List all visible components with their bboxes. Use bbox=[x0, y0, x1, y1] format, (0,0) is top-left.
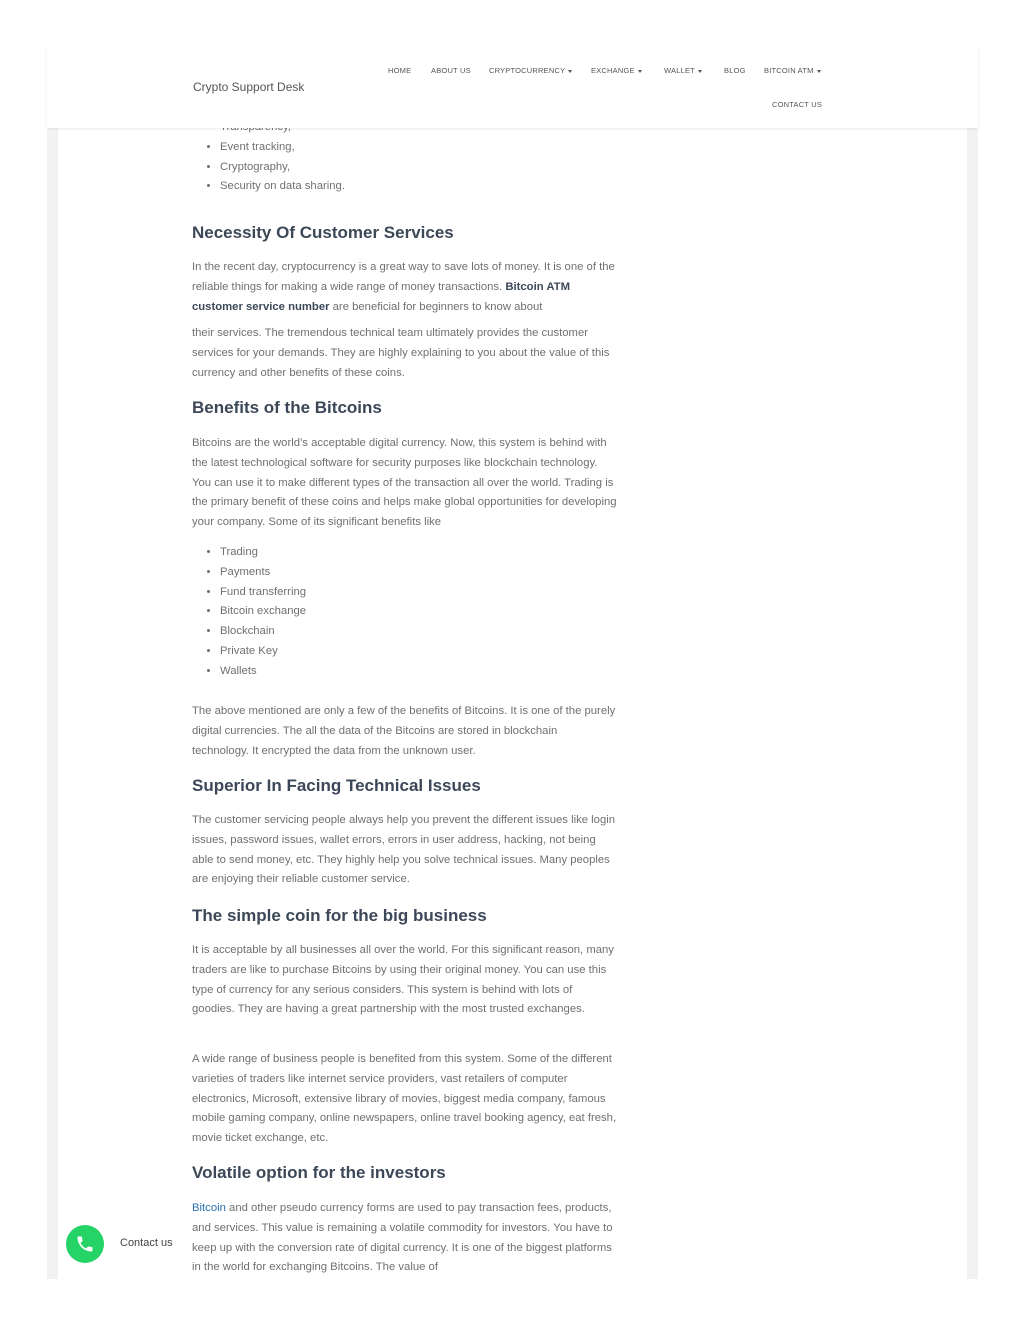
paragraph: Bitcoins are the world’s acceptable digital currency. Now, this system is behind with the latest technological software for security purposes like blockchain technology. You can use it to make different types of the transaction all over the world. Trading is the primary benefit of these coins and helps make global opportunities for developing your company. Some of its significant benefits like bbox=[192, 437, 617, 529]
list-item: • Payments bbox=[220, 563, 645, 583]
section-heading: Benefits of the Bitcoins bbox=[192, 398, 382, 417]
section-heading: Superior In Facing Technical Issues bbox=[192, 776, 481, 795]
site-brand[interactable]: Crypto Support Desk bbox=[193, 80, 305, 94]
chevron-down-icon bbox=[568, 70, 572, 73]
section-heading: The simple coin for the big business bbox=[192, 906, 487, 925]
benefits-list bbox=[192, 543, 645, 682]
bitcoin-link[interactable]: Bitcoin bbox=[192, 1202, 226, 1214]
main-nav bbox=[387, 66, 827, 126]
nav-exchange[interactable]: EXCHANGE bbox=[591, 66, 642, 75]
contact-float-button[interactable] bbox=[66, 1225, 104, 1263]
list-item: • Wallets bbox=[220, 662, 645, 682]
list-item: • Cryptography, bbox=[220, 158, 645, 178]
list-item: • Private Key bbox=[220, 642, 645, 662]
list-item: • Blockchain bbox=[220, 622, 645, 642]
paragraph: It is acceptable by all businesses all over the world. For this significant reason, many traders are like to purchase Bitcoins by using their original money. You can use this type of currency for any serious considers. This system is behind with lots of goodies. They are having a great partnership with the most trusted exchanges. bbox=[192, 944, 614, 1016]
list-item: • Trading bbox=[220, 543, 645, 563]
chevron-down-icon bbox=[817, 70, 821, 73]
chevron-down-icon bbox=[698, 70, 702, 73]
list-item: • Event tracking, bbox=[220, 138, 645, 158]
site-header bbox=[47, 46, 978, 128]
feature-list bbox=[192, 118, 645, 197]
nav-about-us[interactable]: ABOUT US bbox=[431, 66, 471, 75]
list-item: • Bitcoin exchange bbox=[220, 602, 645, 622]
nav-wallet[interactable]: WALLET bbox=[664, 66, 702, 75]
list-item: • Fund transferring bbox=[220, 583, 645, 603]
section-heading: Necessity Of Customer Services bbox=[192, 223, 454, 242]
nav-blog[interactable]: BLOG bbox=[724, 66, 746, 75]
nav-cryptocurrency[interactable]: CRYPTOCURRENCY bbox=[489, 66, 572, 75]
contact-float-label[interactable]: Contact us bbox=[120, 1237, 173, 1249]
paragraph: The above mentioned are only a few of the benefits of Bitcoins. It is one of the purely digital currencies. The all the data of the Bitcoins are stored in blockchain technology. It encrypted the data from the unknown user. bbox=[192, 705, 616, 757]
paragraph: The customer servicing people always help you prevent the different issues like login issues, password issues, wallet errors, errors in user address, hacking, not being able to send money, etc. They highly help you solve technical issues. Many peoples are enjoying their reliable customer service. bbox=[192, 814, 616, 886]
section-heading: Volatile option for the investors bbox=[192, 1163, 446, 1182]
nav-contact-us[interactable]: CONTACT US bbox=[772, 100, 823, 109]
phone-icon bbox=[75, 1234, 95, 1254]
nav-home[interactable]: HOME bbox=[388, 66, 412, 75]
paragraph: their services. The tremendous technical team ultimately provides the customer services for your demands. They are highly explaining to you about the value of this currency and other benefits of these coins. bbox=[192, 327, 610, 379]
paragraph: In the recent day, cryptocurrency is a great way to save lots of money. It is one of the reliable things for making a wide range of money transactions. Bitcoin ATM customer service number are beneficial for beginners to know about bbox=[192, 261, 615, 313]
paragraph: Bitcoin and other pseudo currency forms are used to pay transaction fees, products, and services. This value is remaining a volatile commodity for investors. You have to keep up with the conversion rate of digital currency. It is one of the biggest platforms in the world for exchanging Bitcoins. The value of bbox=[192, 1202, 613, 1274]
list-item: • Security on data sharing. bbox=[220, 177, 645, 197]
bold-keyword: Bitcoin ATM customer service number bbox=[192, 280, 570, 313]
paragraph: A wide range of business people is benefited from this system. Some of the different varieties of traders like internet service providers, vast retailers of computer electronics, Microsoft, extensive library of movies, biggest media company, famous mobile gaming company, online newspapers, online travel booking agency, eat fresh, movie ticket exchange, etc. bbox=[192, 1053, 617, 1145]
nav-bitcoin-atm[interactable]: BITCOIN ATM bbox=[764, 66, 821, 75]
chevron-down-icon bbox=[638, 70, 642, 73]
